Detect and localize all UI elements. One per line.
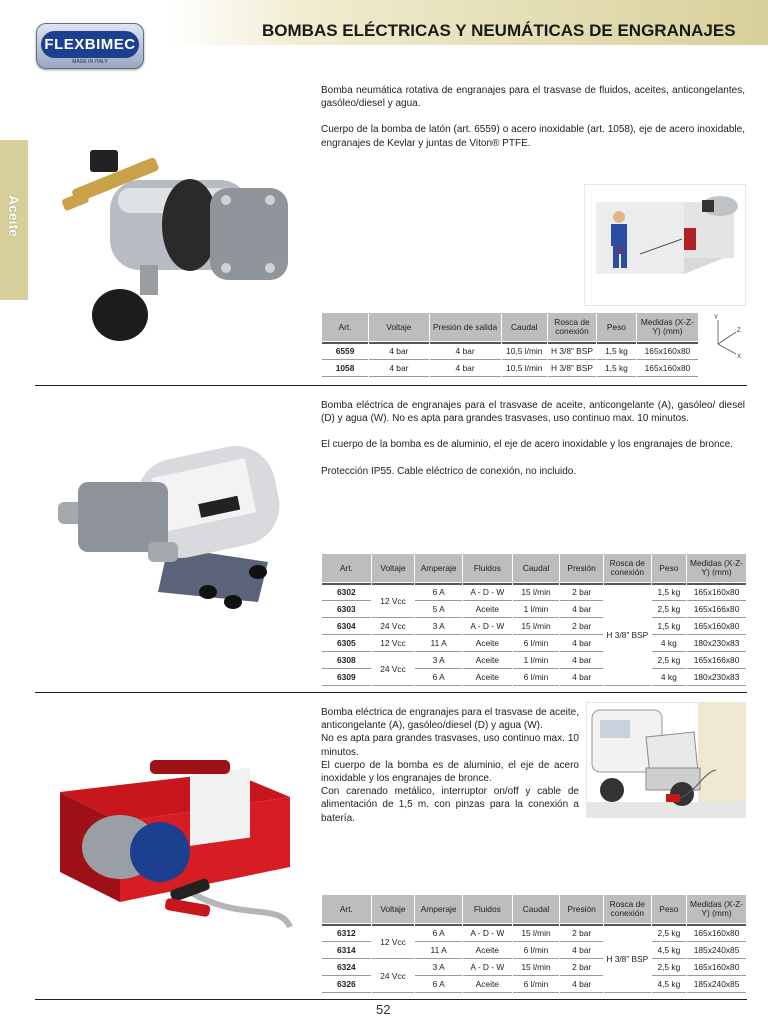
column-header: Presión de salida [430, 313, 501, 341]
section2-description [321, 399, 745, 478]
cell: 4 bar [560, 653, 603, 669]
cell: 11 A [415, 943, 462, 959]
cell: 4 bar [430, 342, 501, 360]
column-header: Art. [322, 895, 371, 923]
thread-cell: H 3/8” BSP [604, 924, 651, 993]
cell: 1,5 kg [597, 342, 636, 360]
column-header: Voltaje [372, 895, 415, 923]
page-title: BOMBAS ELÉCTRICAS Y NEUMÁTICAS DE ENGRANAJES [262, 21, 736, 40]
article-cell: 6559 [322, 342, 368, 360]
table-row [322, 960, 746, 976]
section3-paragraph-2: No es apta para grandes trasvases, uso continuo max. 10 minutos. [321, 733, 579, 758]
column-header: Voltaje [372, 554, 415, 582]
cell: Aceite [463, 943, 512, 959]
column-header: Fluidos [463, 554, 512, 582]
cell: 6 l/min [513, 977, 560, 993]
table-row [322, 924, 746, 942]
column-header: Medidas (X-Z-Y) (mm) [687, 554, 746, 582]
article-cell: 6304 [322, 619, 371, 635]
installation-diagram-image [584, 184, 746, 306]
cell: 6 l/min [513, 943, 560, 959]
logo-text: FLEXBIMEC [41, 31, 139, 58]
cell: 1,5 kg [652, 619, 686, 635]
table-header-row [322, 554, 746, 582]
section3-paragraph-3: El cuerpo de la bomba es de aluminio, el eje de acero inoxidable y los engranajes de bronce. [321, 759, 579, 785]
cell: 4 bar [560, 943, 603, 959]
table-header-row [322, 895, 746, 923]
column-header: Peso [652, 895, 686, 923]
cell: 185x240x85 [687, 977, 746, 993]
article-cell: 6308 [322, 653, 371, 669]
section2-spec-table [321, 553, 747, 687]
section2-paragraph-1: Bomba eléctrica de engranajes para el trasvase de aceite, anticongelante (A), gasóleo/ diesel (D) y agua (W). No es apta para grandes trasvases, uso continuo max. 10 minutos. [321, 400, 745, 425]
cell: 2,5 kg [652, 960, 686, 976]
column-header: Presión [560, 554, 603, 582]
cell: 185x240x85 [687, 943, 746, 959]
cell: 4 bar [560, 977, 603, 993]
cell: Aceite [463, 653, 512, 669]
cell: 2 bar [560, 619, 603, 635]
cell: 165x160x80 [687, 583, 746, 601]
column-header: Medidas (X-Z-Y) (mm) [637, 313, 698, 341]
cell: 2 bar [560, 960, 603, 976]
cell: 6 l/min [513, 670, 560, 686]
cell: 180x230x83 [687, 636, 746, 652]
cell: 4 bar [560, 602, 603, 618]
cell: 15 l/min [513, 619, 560, 635]
cell: 15 l/min [513, 583, 560, 601]
side-tab-label: Aceite [6, 195, 22, 238]
article-cell: 6302 [322, 583, 371, 601]
cell: A - D - W [463, 924, 512, 942]
cell: A - D - W [463, 960, 512, 976]
cell: A - D - W [463, 619, 512, 635]
table-row [322, 619, 746, 635]
cell: 6 l/min [513, 636, 560, 652]
section-divider [35, 385, 747, 386]
table-row [322, 583, 746, 601]
cell: 11 A [415, 636, 462, 652]
axis-x-label: X [737, 354, 742, 360]
axis-z-label: Z [737, 328, 741, 334]
cell: 1 l/min [513, 602, 560, 618]
cell: 165x166x80 [687, 653, 746, 669]
cell: 4 bar [369, 342, 429, 360]
cell: Aceite [463, 977, 512, 993]
cell: 165x160x80 [637, 342, 698, 360]
camper-van-application-image [586, 702, 746, 818]
voltage-cell: 24 Vcc [372, 653, 415, 686]
cell: 2,5 kg [652, 924, 686, 942]
section2-paragraph-3: Protección IP55. Cable eléctrico de conexión, no incluido. [321, 465, 577, 477]
cell: 3 A [415, 960, 462, 976]
cell: 4 bar [560, 636, 603, 652]
cell: 4 bar [369, 361, 429, 377]
column-header: Presión [560, 895, 603, 923]
article-cell: 6324 [322, 960, 371, 976]
cell: H 3/8” BSP [548, 342, 596, 360]
cell: 10,5 l/min [502, 361, 548, 377]
cell: 1 l/min [513, 653, 560, 669]
pneumatic-pump-image [50, 140, 300, 350]
voltage-cell: 12 Vcc [372, 636, 415, 652]
cell: 165x160x80 [637, 361, 698, 377]
section1-description [321, 84, 745, 150]
cell: 4,5 kg [652, 943, 686, 959]
cell: H 3/8” BSP [548, 361, 596, 377]
cell: Aceite [463, 670, 512, 686]
cell: 6 A [415, 977, 462, 993]
column-header: Caudal [513, 895, 560, 923]
page-number: 52 [376, 1002, 391, 1017]
table-row [322, 653, 746, 669]
cell: 15 l/min [513, 960, 560, 976]
section1-paragraph-2: Cuerpo de la bomba de latón (art. 6559) o acero inoxidable (art. 1058), eje de acero inoxidable, engranajes de Kevlar y juntas de Viton® PTFE. [321, 124, 745, 149]
table-header-row [322, 313, 698, 341]
section1-paragraph-1: Bomba neumática rotativa de engranajes para el trasvase de fluidos, aceites, anticongelantes, gasóleo/diesel y agua. [321, 85, 745, 110]
article-cell: 6309 [322, 670, 371, 686]
cell: 165x166x80 [687, 602, 746, 618]
voltage-cell: 24 Vcc [372, 619, 415, 635]
cell: 3 A [415, 619, 462, 635]
cell: 2,5 kg [652, 653, 686, 669]
article-cell: 1058 [322, 361, 368, 377]
cell: 6 A [415, 670, 462, 686]
cell: 5 A [415, 602, 462, 618]
cell: 165x160x80 [687, 960, 746, 976]
column-header: Caudal [513, 554, 560, 582]
cell: 4,5 kg [652, 977, 686, 993]
cell: 4 kg [652, 670, 686, 686]
column-header: Peso [597, 313, 636, 341]
flexbimec-logo [36, 23, 144, 69]
cell: 4 bar [560, 670, 603, 686]
section3-spec-table [321, 894, 747, 994]
column-header: Amperaje [415, 554, 462, 582]
article-cell: 6303 [322, 602, 371, 618]
cell: 2,5 kg [652, 602, 686, 618]
section3-paragraph-1: Bomba eléctrica de engranajes para el trasvase de aceite, anticongelante (A), gasóleo/diesel (D) y agua (W). [321, 707, 579, 732]
column-header: Caudal [502, 313, 548, 341]
cell: 6 A [415, 583, 462, 601]
column-header: Rosca de conexión [604, 554, 651, 582]
cell: 15 l/min [513, 924, 560, 942]
section2-paragraph-2: El cuerpo de la bomba es de aluminio, el eje de acero inoxidable y los engranajes de bronce. [321, 439, 733, 451]
column-header: Fluidos [463, 895, 512, 923]
section3-description [321, 706, 579, 825]
cell: 4 bar [430, 361, 501, 377]
cell: 1,5 kg [652, 583, 686, 601]
cell: 1,5 kg [597, 361, 636, 377]
cell: A - D - W [463, 583, 512, 601]
article-cell: 6326 [322, 977, 371, 993]
cell: 165x160x80 [687, 924, 746, 942]
column-header: Rosca de conexión [604, 895, 651, 923]
cell: 180x230x83 [687, 670, 746, 686]
cell: 2 bar [560, 583, 603, 601]
voltage-cell: 12 Vcc [372, 924, 415, 959]
column-header: Peso [652, 554, 686, 582]
column-header: Art. [322, 313, 368, 341]
cell: 10,5 l/min [502, 342, 548, 360]
cell: 165x160x80 [687, 619, 746, 635]
electric-gear-pump-image [48, 432, 288, 622]
section-divider [35, 999, 747, 1000]
cell: 3 A [415, 653, 462, 669]
cell: 4 kg [652, 636, 686, 652]
cell: Aceite [463, 636, 512, 652]
logo-subtext: MADE IN ITALY [72, 59, 108, 65]
table-row [322, 342, 698, 360]
section3-paragraph-4: Con carenado metálico, interruptor on/off y cable de alimentación de 1,5 m. con pinzas para la conexión a batería. [321, 786, 579, 824]
thread-cell: H 3/8” BSP [604, 583, 651, 686]
cell: Aceite [463, 602, 512, 618]
column-header: Voltaje [369, 313, 429, 341]
cased-electric-pump-image [40, 752, 300, 957]
article-cell: 6314 [322, 943, 371, 959]
voltage-cell: 12 Vcc [372, 583, 415, 618]
section-divider [35, 692, 747, 693]
voltage-cell: 24 Vcc [372, 960, 415, 993]
cell: 6 A [415, 924, 462, 942]
column-header: Rosca de conexión [548, 313, 596, 341]
column-header: Art. [322, 554, 371, 582]
axis-y-label: Y [714, 315, 719, 321]
column-header: Amperaje [415, 895, 462, 923]
article-cell: 6305 [322, 636, 371, 652]
section1-spec-table [321, 312, 699, 378]
table-row [322, 636, 746, 652]
article-cell: 6312 [322, 924, 371, 942]
xyz-axes-icon [706, 312, 748, 362]
cell: 2 bar [560, 924, 603, 942]
column-header: Medidas (X-Z-Y) (mm) [687, 895, 746, 923]
table-row [322, 361, 698, 377]
